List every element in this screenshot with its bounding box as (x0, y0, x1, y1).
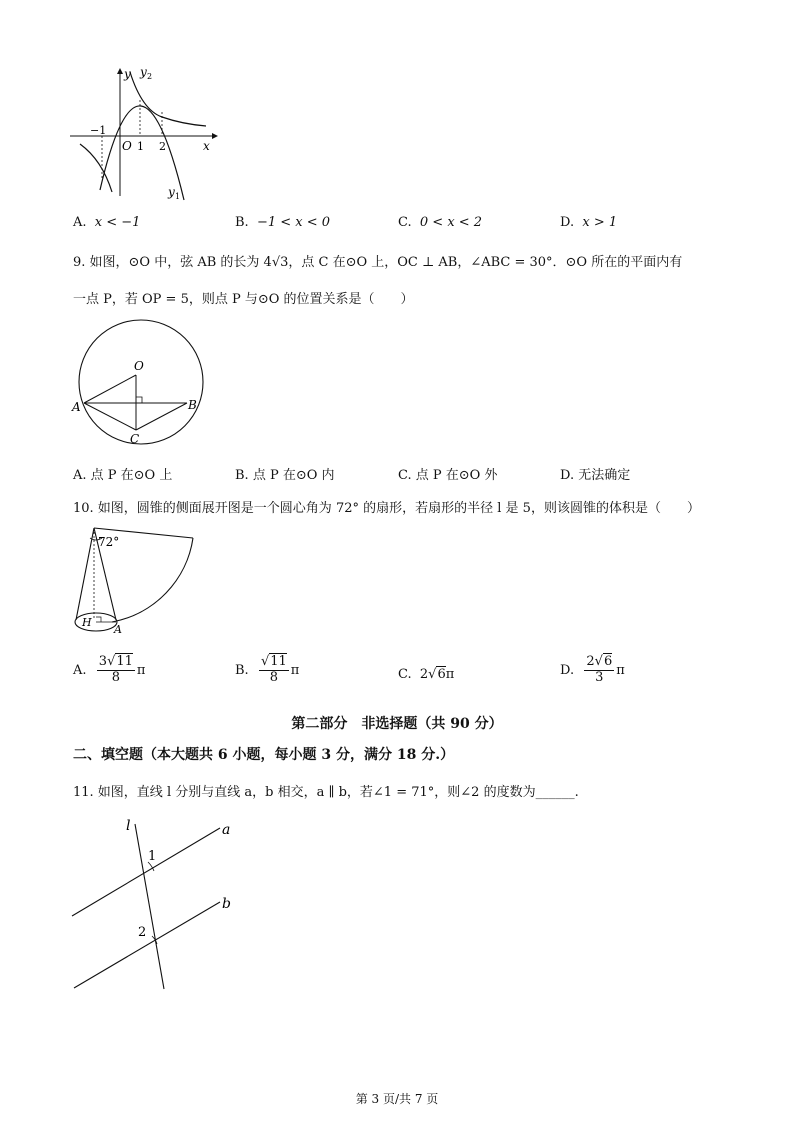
q9-label-C: C (130, 432, 140, 446)
q10-option-a-letter: A. (73, 662, 87, 678)
graph-label-y2: y (140, 65, 147, 79)
graph-label-neg1: −1 (90, 124, 107, 137)
q8-option-a[interactable] (73, 215, 140, 230)
q10-option-a-fraction: $\frac{3√11}{8}$ (98, 654, 133, 685)
q8-option-c-letter: C. (398, 215, 412, 230)
q10-option-b-letter: B. (235, 662, 249, 678)
q9-circle-figure (70, 318, 220, 448)
q8-option-d-letter: D. (560, 215, 575, 230)
q10-cone-figure (68, 522, 198, 640)
q10-option-d-letter: D. (560, 662, 575, 678)
part2-title: 第二部分 非选择题（共 90 分） (291, 716, 503, 732)
q11-label-2: 2 (138, 925, 147, 940)
q9-option-a[interactable]: A. 点 P 在⊙O 上 (73, 468, 173, 483)
q10-question: 10. 如图，圆锥的侧面展开图是一个圆心角为 72° 的扇形，若扇形的半径 l 是 5，则该圆锥的体积是（ ） (73, 501, 700, 516)
q10-a-num-rad: 11 (116, 654, 133, 669)
q8-option-b-expr: −1 < x < 0 (256, 215, 331, 230)
graph-label-one: 1 (137, 140, 144, 153)
q9-label-B: B (188, 398, 197, 412)
q8-option-b-letter: B. (235, 215, 249, 230)
q9-label-O: O (134, 359, 144, 373)
section2-title: 二、填空题（本大题共 6 小题，每小题 3 分，满分 18 分.） (73, 747, 455, 763)
graph-label-y: y (124, 67, 131, 81)
q10-option-d-fraction: $\frac{2√6}{3}$ (586, 654, 613, 685)
q8-option-d[interactable] (560, 215, 617, 230)
q8-option-a-expr: x < −1 (94, 215, 141, 230)
q9-option-d[interactable]: D. 无法确定 (560, 468, 631, 483)
q10-d-den: 3 (595, 669, 604, 685)
q10-label-H: H (82, 616, 92, 629)
q11-label-b: b (222, 896, 231, 912)
q8-function-graph (60, 62, 220, 204)
q10-c-pi: π (445, 666, 455, 682)
q11-label-1: 1 (148, 849, 157, 864)
graph-label-y2-sub: 2 (147, 72, 153, 81)
q10-a-pi: π (136, 662, 146, 678)
graph-label-y1-sub: 1 (175, 192, 181, 201)
q8-option-d-expr: x > 1 (582, 215, 618, 230)
q10-option-a[interactable] (73, 655, 145, 686)
q10-d-num-rad: 6 (603, 654, 613, 669)
q10-b-pi: π (290, 662, 300, 678)
q8-option-c[interactable] (398, 215, 482, 230)
q9-label-A: A (72, 400, 81, 414)
q10-c-coef: 2 (419, 666, 429, 682)
q11-label-a: a (222, 822, 231, 838)
q8-option-a-letter: A. (73, 215, 87, 230)
q8-option-b[interactable] (235, 215, 330, 230)
q9-option-b[interactable]: B. 点 P 在⊙O 内 (235, 468, 335, 483)
q10-d-num-coef: 2 (586, 654, 595, 669)
q10-d-pi: π (616, 662, 625, 678)
q10-option-b-fraction: $\frac{√11}{8}$ (260, 654, 287, 685)
q8-option-c-expr: 0 < x < 2 (419, 215, 483, 230)
graph-label-two: 2 (159, 140, 166, 153)
q11-question: 11. 如图，直线 l 分别与直线 a，b 相交，a ∥ b，若∠1 = 71°，则∠2 的度数为______. (73, 785, 579, 800)
graph-label-y1: y (168, 185, 175, 199)
q9-option-c[interactable]: C. 点 P 在⊙O 外 (398, 468, 498, 483)
q10-option-c-letter: C. (398, 666, 412, 682)
q11-parallel-lines-figure (66, 814, 246, 994)
q10-option-d[interactable] (560, 655, 625, 686)
q10-a-den: 8 (111, 669, 120, 685)
q9-question-line1: 9. 如图，⊙O 中，弦 AB 的长为 4√3，点 C 在⊙O 上，OC ⊥ AB，∠ABC = 30°．⊙O 所在的平面内有 (73, 255, 683, 270)
q10-option-c[interactable]: C. 2 √ 6 π (398, 666, 455, 682)
q10-option-b[interactable] (235, 655, 299, 686)
graph-label-origin: O (122, 139, 132, 153)
page-footer: 第 3 页/共 7 页 (355, 1092, 439, 1106)
q10-b-den: 8 (269, 669, 279, 685)
q10-c-rad: 6 (437, 667, 446, 682)
q10-label-angle: 72° (98, 535, 120, 549)
q9-question-line2: 一点 P，若 OP = 5，则点 P 与⊙O 的位置关系是（ ） (73, 292, 414, 307)
graph-label-x: x (203, 139, 210, 153)
q10-a-num-coef: 3 (98, 654, 108, 669)
q10-label-A: A (114, 623, 122, 636)
q10-b-num-rad: 11 (270, 654, 287, 669)
q11-label-l: l (126, 818, 131, 834)
